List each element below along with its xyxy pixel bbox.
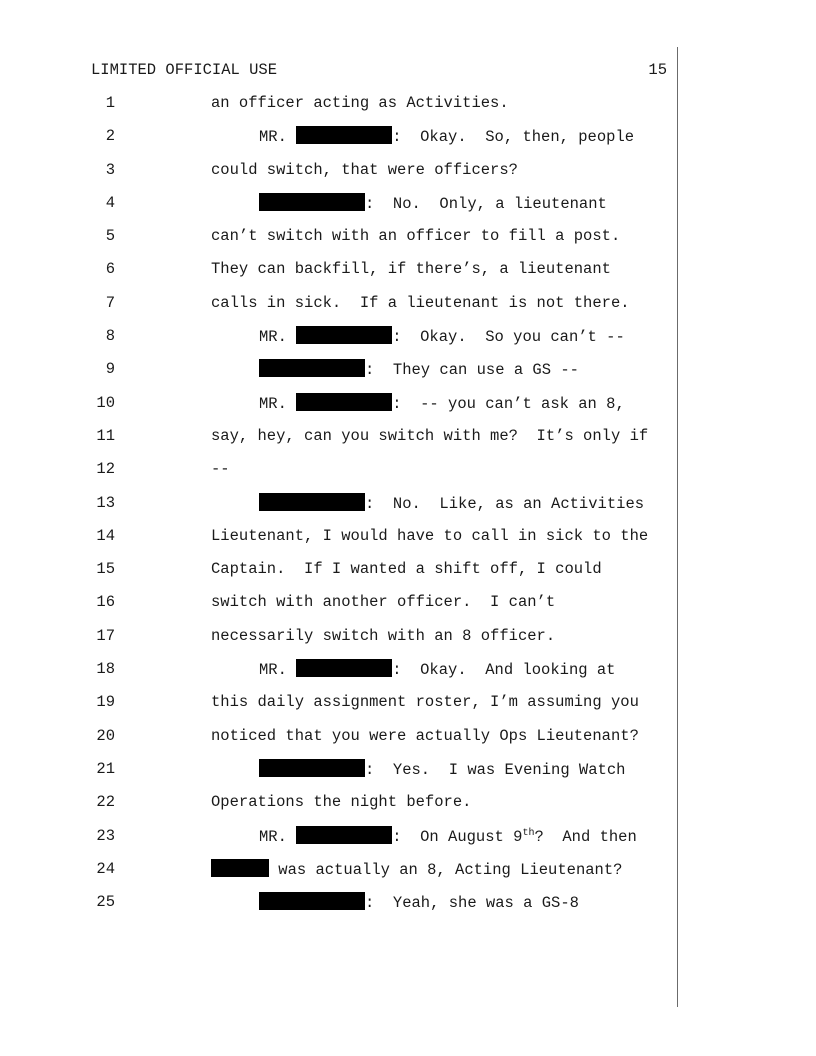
speaker-label: MR.: [259, 827, 287, 846]
line-number: 19: [96, 693, 115, 712]
redaction-block: [259, 892, 365, 910]
line-number: 14: [96, 526, 115, 545]
line-number: 22: [96, 793, 115, 812]
transcript-line: [0, 226, 816, 259]
speaker-label: MR.: [259, 661, 287, 680]
line-text: can’t switch with an officer to fill a post.: [211, 227, 621, 246]
redaction-block: [296, 326, 392, 344]
line-text: [259, 493, 644, 514]
line-number: 4: [105, 193, 115, 212]
speech-text: : -- you can’t ask an 8,: [392, 394, 625, 413]
line-text: [259, 359, 579, 380]
transcript-line: [0, 126, 816, 159]
transcript-line: [0, 160, 816, 193]
line-text: could switch, that were officers?: [211, 160, 518, 179]
redaction-block: [211, 859, 269, 877]
line-text: an officer acting as Activities.: [211, 94, 509, 112]
transcript-line: [0, 526, 816, 559]
speech-text: ? And then: [534, 827, 637, 846]
line-text: [259, 826, 637, 847]
line-text: this daily assignment roster, I’m assuming you: [211, 693, 639, 712]
speech-text: : No. Only, a lieutenant: [365, 194, 607, 213]
line-number: 15: [96, 560, 115, 579]
speech-text: : Okay. And looking at: [392, 661, 616, 680]
page-header: [91, 61, 667, 81]
transcript-line: [0, 826, 816, 859]
transcript-line: [0, 626, 816, 659]
line-text: Operations the night before.: [211, 793, 472, 812]
transcript-line: [0, 193, 816, 226]
line-number: 9: [105, 360, 115, 379]
line-text: calls in sick. If a lieutenant is not there.: [211, 293, 630, 312]
transcript-line: [0, 359, 816, 392]
redaction-block: [296, 126, 392, 144]
line-number: 25: [96, 893, 115, 912]
line-number: 6: [105, 260, 115, 279]
transcript-line: [0, 259, 816, 292]
line-number: 16: [96, 593, 115, 612]
line-number: 17: [96, 626, 115, 645]
line-text: switch with another officer. I can’t: [211, 593, 556, 612]
line-number: 7: [105, 293, 115, 312]
speaker-label: MR.: [259, 394, 287, 413]
speech-text: : On August 9: [392, 827, 523, 846]
transcript-line: [0, 692, 816, 725]
line-text: They can backfill, if there’s, a lieutenant: [211, 260, 611, 279]
line-text: [211, 859, 622, 880]
line-text: [259, 326, 625, 347]
transcript-line: [0, 393, 816, 426]
line-text: [259, 193, 607, 214]
transcript-line: [0, 426, 816, 459]
redaction-block: [259, 759, 365, 777]
line-text: Lieutenant, I would have to call in sick to the: [211, 526, 649, 545]
transcript-line: [0, 493, 816, 526]
line-text: [259, 659, 615, 680]
speaker-label: MR.: [259, 128, 287, 147]
speech-text: : Okay. So you can’t --: [392, 328, 625, 347]
speech-text: : Yes. I was Evening Watch: [365, 760, 626, 779]
line-text: [259, 126, 634, 147]
page-number: 15: [648, 61, 667, 79]
line-text: noticed that you were actually Ops Lieutenant?: [211, 726, 639, 745]
line-number: 1: [105, 94, 115, 112]
transcript-line: [0, 93, 816, 126]
speech-text: : No. Like, as an Activities: [365, 494, 645, 513]
line-number: 2: [105, 127, 115, 146]
line-number: 24: [96, 859, 115, 878]
classification-marking: LIMITED OFFICIAL USE: [91, 61, 278, 79]
speech-text: : Yeah, she was a GS-8: [365, 894, 579, 913]
transcript-line: [0, 792, 816, 825]
transcript-line: [0, 892, 816, 925]
transcript-line: [0, 592, 816, 625]
redaction-block: [259, 359, 365, 377]
line-number: 21: [96, 759, 115, 778]
redaction-block: [296, 659, 392, 677]
line-text: [259, 759, 625, 780]
line-text: [259, 393, 625, 414]
speech-text: was actually an 8, Acting Lieutenant?: [269, 860, 623, 879]
redaction-block: [296, 826, 392, 844]
redaction-block: [259, 193, 365, 211]
transcript-line: [0, 326, 816, 359]
transcript-line: [0, 726, 816, 759]
transcript-line: [0, 759, 816, 792]
speech-text: : Okay. So, then, people: [392, 128, 635, 147]
speaker-label: MR.: [259, 328, 287, 347]
transcript-body: [0, 93, 816, 925]
line-number: 23: [96, 826, 115, 845]
line-number: 8: [105, 327, 115, 346]
line-number: 5: [105, 227, 115, 246]
speech-text: : They can use a GS --: [365, 361, 579, 380]
line-number: 20: [96, 726, 115, 745]
line-text: --: [211, 460, 230, 479]
redaction-block: [259, 493, 365, 511]
transcript-line: [0, 659, 816, 692]
transcript-line: [0, 459, 816, 492]
line-number: 18: [96, 660, 115, 679]
line-text: Captain. If I wanted a shift off, I could: [211, 560, 602, 579]
line-number: 11: [96, 426, 115, 445]
line-text: necessarily switch with an 8 officer.: [211, 626, 556, 645]
line-number: 10: [96, 393, 115, 412]
line-text: say, hey, can you switch with me? It’s only if: [211, 426, 649, 445]
line-number: 12: [96, 460, 115, 479]
line-number: 13: [96, 493, 115, 512]
line-text: [259, 892, 579, 913]
transcript-line: [0, 293, 816, 326]
ordinal-superscript: th: [522, 827, 535, 839]
redaction-block: [296, 393, 392, 411]
transcript-line: [0, 859, 816, 892]
transcript-line: [0, 559, 816, 592]
line-number: 3: [105, 160, 115, 179]
